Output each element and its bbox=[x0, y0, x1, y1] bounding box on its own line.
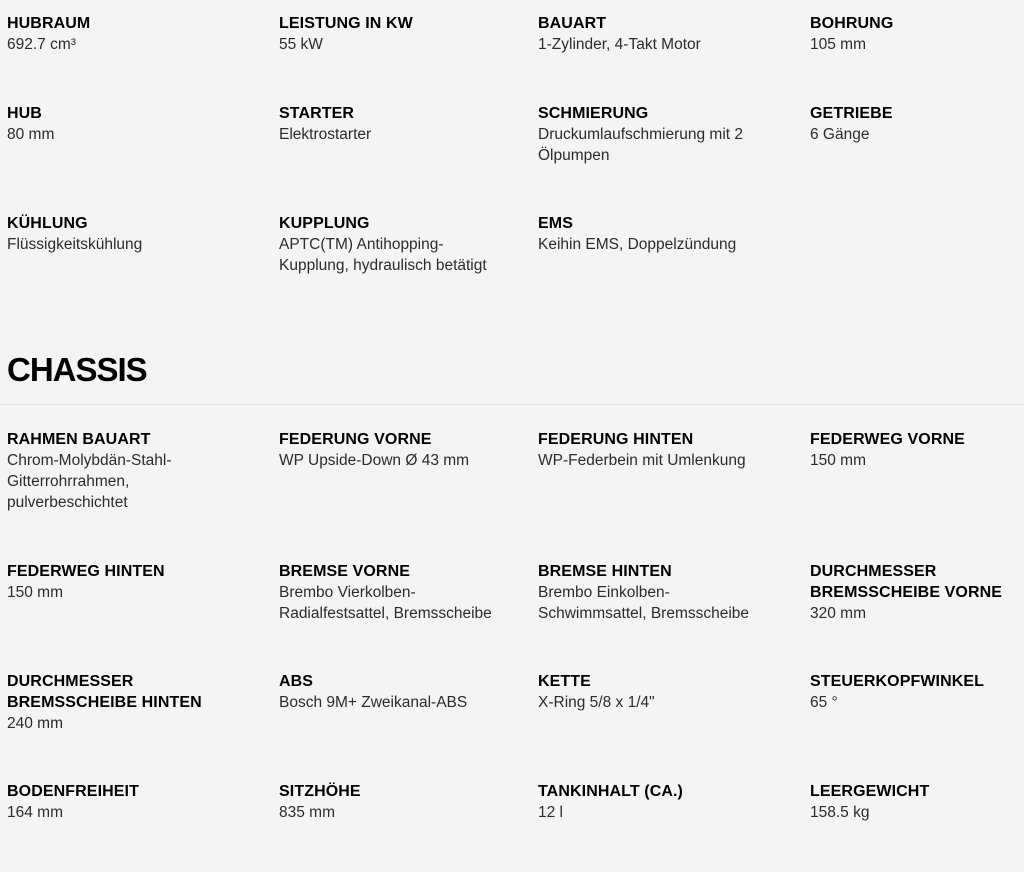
spec-federweg-vorne bbox=[810, 429, 1020, 471]
spec-abs bbox=[279, 671, 524, 713]
spec-label: RAHMEN BAUART bbox=[7, 431, 151, 448]
spec-value: 320 mm bbox=[810, 605, 866, 622]
spec-value: Brembo Vierkolben- bbox=[279, 584, 416, 601]
spec-label: BREMSSCHEIBE HINTEN bbox=[7, 694, 202, 711]
spec-kupplung bbox=[279, 213, 524, 276]
spec-bodenfreiheit bbox=[7, 781, 257, 823]
spec-value: Brembo Einkolben- bbox=[538, 584, 670, 601]
spec-bremse-hinten bbox=[538, 561, 788, 624]
spec-value: 55 kW bbox=[279, 36, 323, 53]
spec-label: EMS bbox=[538, 215, 573, 232]
spec-label: SITZHÖHE bbox=[279, 783, 361, 800]
spec-bauart bbox=[538, 13, 788, 55]
spec-label: FEDERUNG VORNE bbox=[279, 431, 432, 448]
spec-label: FEDERWEG VORNE bbox=[810, 431, 965, 448]
spec-value: 835 mm bbox=[279, 804, 335, 821]
spec-label: LEISTUNG IN KW bbox=[279, 15, 413, 32]
spec-label: BODENFREIHEIT bbox=[7, 783, 139, 800]
spec-label: SCHMIERUNG bbox=[538, 105, 649, 122]
spec-label: BREMSE VORNE bbox=[279, 563, 410, 580]
spec-value: Ölpumpen bbox=[538, 147, 610, 164]
spec-label: TANKINHALT (CA.) bbox=[538, 783, 683, 800]
spec-label: HUBRAUM bbox=[7, 15, 91, 32]
spec-value: 692.7 cm³ bbox=[7, 36, 76, 53]
spec-label: KETTE bbox=[538, 673, 591, 690]
spec-starter bbox=[279, 103, 524, 145]
spec-label: KÜHLUNG bbox=[7, 215, 88, 232]
spec-label: DURCHMESSER bbox=[810, 563, 937, 580]
spec-value: 158.5 kg bbox=[810, 804, 870, 821]
spec-label: ABS bbox=[279, 673, 314, 690]
spec-value: WP-Federbein mit Umlenkung bbox=[538, 452, 746, 469]
spec-value: pulverbeschichtet bbox=[7, 494, 128, 511]
spec-bremse-vorne bbox=[279, 561, 524, 624]
spec-value: WP Upside-Down Ø 43 mm bbox=[279, 452, 470, 469]
spec-value: 150 mm bbox=[7, 584, 63, 601]
section-title-chassis: CHASSIS bbox=[7, 351, 147, 388]
spec-ems bbox=[538, 213, 788, 255]
spec-value: Keihin EMS, Doppelzündung bbox=[538, 236, 737, 253]
spec-value: Kupplung, hydraulisch betätigt bbox=[279, 257, 487, 274]
spec-value: Radialfestsattel, Bremsscheibe bbox=[279, 605, 492, 622]
spec-bremsscheibe-hinten bbox=[7, 671, 257, 734]
spec-label: GETRIEBE bbox=[810, 105, 893, 122]
spec-tankinhalt bbox=[538, 781, 788, 823]
spec-value: 12 l bbox=[538, 804, 563, 821]
spec-value: APTC(TM) Antihopping- bbox=[279, 236, 444, 253]
spec-label: KUPPLUNG bbox=[279, 215, 370, 232]
spec-getriebe bbox=[810, 103, 1020, 145]
spec-leistung bbox=[279, 13, 524, 55]
spec-hubraum bbox=[7, 13, 257, 55]
spec-value: 105 mm bbox=[810, 36, 866, 53]
spec-label: LEERGEWICHT bbox=[810, 783, 930, 800]
spec-kette bbox=[538, 671, 788, 713]
spec-hub bbox=[7, 103, 257, 145]
spec-federweg-hinten bbox=[7, 561, 257, 603]
spec-value: 6 Gänge bbox=[810, 126, 870, 143]
spec-federung-vorne bbox=[279, 429, 524, 471]
spec-value: 1-Zylinder, 4-Takt Motor bbox=[538, 36, 701, 53]
spec-label: BAUART bbox=[538, 15, 607, 32]
spec-label: STARTER bbox=[279, 105, 355, 122]
spec-value: Flüssigkeitskühlung bbox=[7, 236, 143, 253]
spec-label: STEUERKOPFWINKEL bbox=[810, 673, 985, 690]
spec-label: BOHRUNG bbox=[810, 15, 894, 32]
spec-value: Chrom-Molybdän-Stahl- bbox=[7, 452, 172, 469]
spec-label: FEDERWEG HINTEN bbox=[7, 563, 165, 580]
spec-value: Schwimmsattel, Bremsscheibe bbox=[538, 605, 750, 622]
spec-schmierung bbox=[538, 103, 788, 166]
spec-value: 164 mm bbox=[7, 804, 63, 821]
spec-label: FEDERUNG HINTEN bbox=[538, 431, 694, 448]
section-divider bbox=[0, 404, 1024, 405]
spec-value: 240 mm bbox=[7, 715, 63, 732]
spec-sitzhoehe bbox=[279, 781, 524, 823]
spec-value: Druckumlaufschmierung mit 2 bbox=[538, 126, 744, 143]
spec-label: BREMSE HINTEN bbox=[538, 563, 672, 580]
spec-leergewicht bbox=[810, 781, 1020, 823]
spec-rahmen-bauart bbox=[7, 429, 257, 513]
spec-steuerkopfwinkel bbox=[810, 671, 1020, 713]
spec-value: 150 mm bbox=[810, 452, 866, 469]
spec-kuehlung bbox=[7, 213, 257, 255]
spec-label: HUB bbox=[7, 105, 42, 122]
spec-federung-hinten bbox=[538, 429, 788, 471]
spec-value: 80 mm bbox=[7, 126, 55, 143]
spec-label: DURCHMESSER bbox=[7, 673, 134, 690]
spec-label: BREMSSCHEIBE VORNE bbox=[810, 584, 1003, 601]
spec-bremsscheibe-vorne bbox=[810, 561, 1020, 624]
spec-value: Elektrostarter bbox=[279, 126, 372, 143]
spec-value: 65 ° bbox=[810, 694, 838, 711]
spec-value: Gitterrohrrahmen, bbox=[7, 473, 130, 490]
spec-bohrung bbox=[810, 13, 1020, 55]
spec-value: X-Ring 5/8 x 1/4" bbox=[538, 694, 655, 711]
spec-value: Bosch 9M+ Zweikanal-ABS bbox=[279, 694, 468, 711]
